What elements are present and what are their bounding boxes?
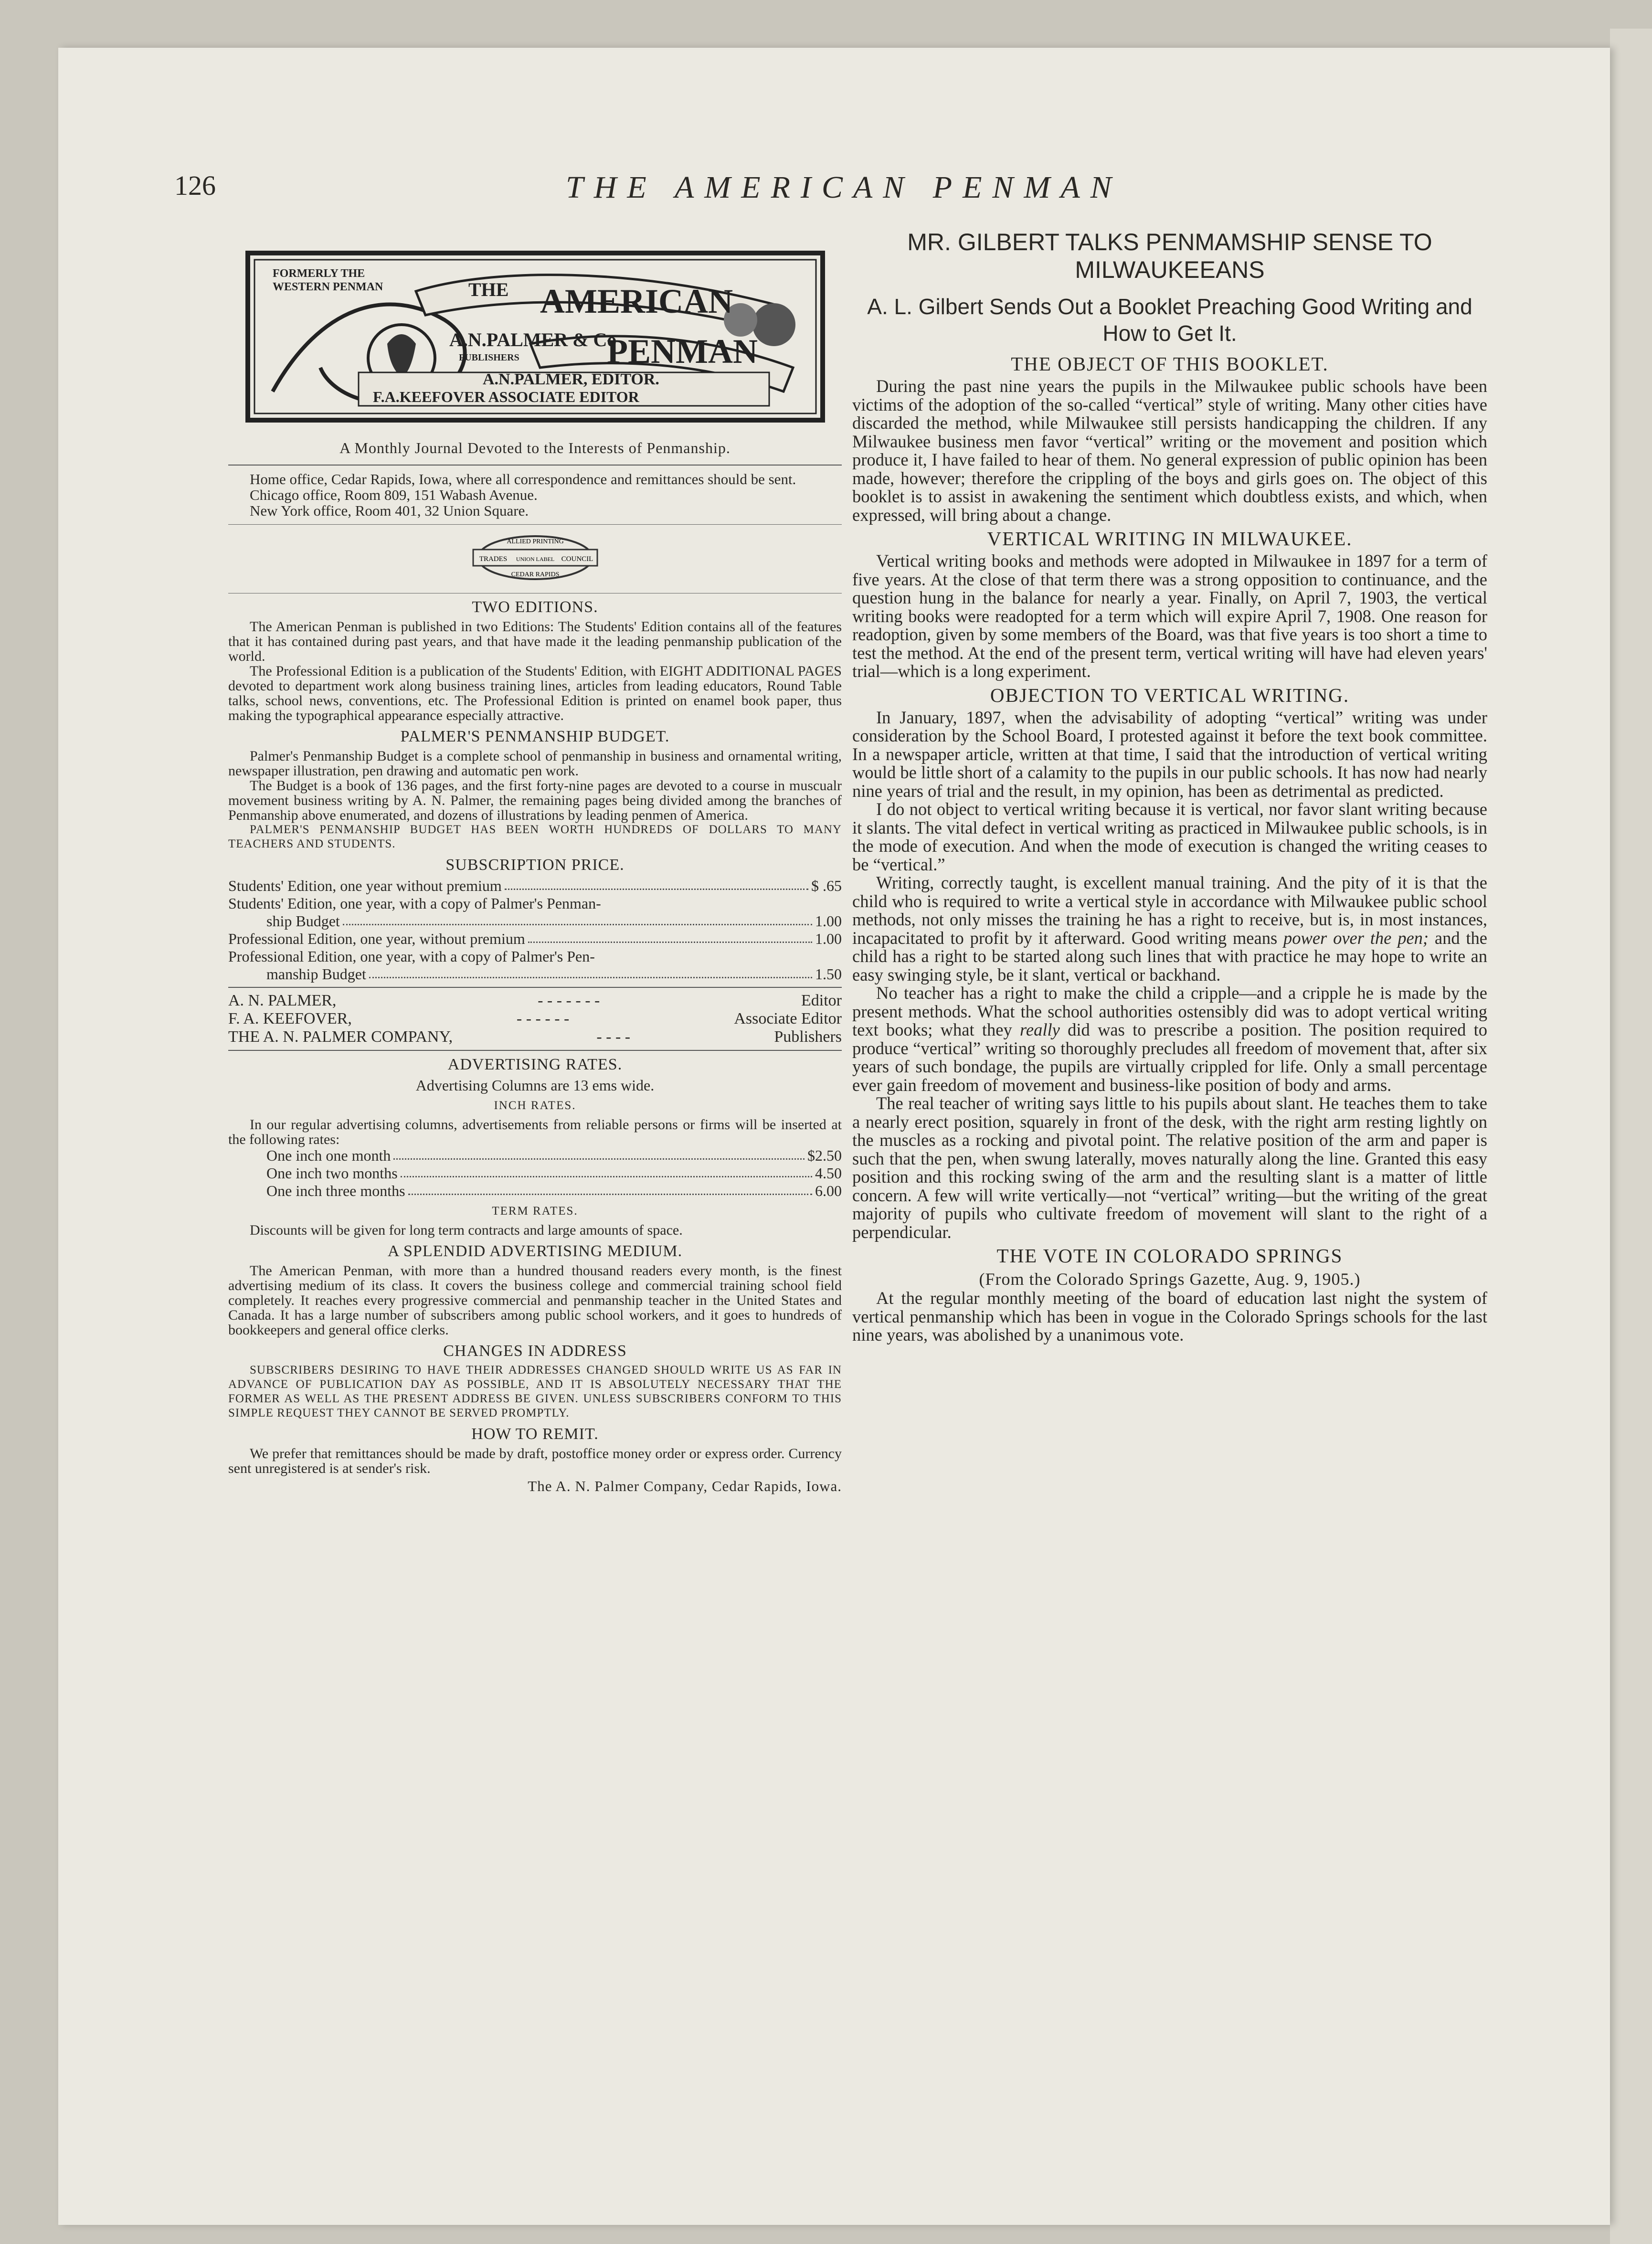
masthead-tagline: A Monthly Journal Devoted to the Interests of Penmanship.	[339, 439, 731, 456]
office-addresses	[228, 471, 842, 519]
masthead-logo	[244, 248, 826, 425]
price-row: Professional Edition, one year, with a copy of Palmer's Pen-	[228, 948, 595, 965]
budget-paragraph: PALMER'S PENMANSHIP BUDGET HAS BEEN WORTH HUNDREDS OF DOLLARS TO MANY TEACHERS AND STUDENTS.	[228, 823, 842, 850]
term-rates: TERM RATES.	[492, 1205, 578, 1217]
remit-paragraph: We prefer that remittances should be made by draft, postoffice money order or express order. Currency sent unregistered is at sender's risk.	[228, 1446, 842, 1476]
union-label-icon	[464, 531, 607, 584]
right-column	[852, 228, 1487, 1344]
left-column	[228, 248, 842, 1495]
divider	[228, 465, 842, 466]
two-editions-title: TWO EDITIONS.	[472, 598, 598, 616]
subscription-title: SUBSCRIPTION PRICE.	[445, 856, 625, 874]
office-home: Home office, Cedar Rapids, Iowa, where all correspondence and remittances should be sent.	[250, 471, 796, 487]
article-paragraph: Writing, correctly taught, is excellent manual training. And the pity of it is that the child who is required to write a vertical style in accordance with Milwaukee public school methods, not only misses the training he has a right to receive, but is, in most instances, incapacitated to profit by it afterward. Good writing means power over the pen; and the child has a right to be started along such lines that with practice he may hope to write an easy swinging style, be it slant, vertical or backhand.	[852, 873, 1487, 984]
rate-row: One inch three months 6.00	[266, 1182, 842, 1199]
source-credit: (From the Colorado Springs Gazette, Aug. 9, 1905.)	[979, 1270, 1361, 1289]
masthead-associate: F.A.KEEFOVER ASSOCIATE EDITOR	[372, 388, 639, 405]
two-editions-paragraph: The American Penman is published in two Editions: The Students' Edition contains all of the features that it has contained during past years, and that have made it the leading penmanship publication of the world.	[228, 619, 842, 664]
divider	[228, 987, 842, 988]
discounts: Discounts will be given for long term contracts and large amounts of space.	[250, 1222, 683, 1238]
ad-intro: In our regular advertising columns, advertisements from reliable persons or firms will be inserted at the following rates:	[228, 1117, 842, 1147]
svg-text:TRADES: TRADES	[479, 555, 507, 563]
article-paragraph: In January, 1897, when the advisability of adopting “vertical” writing was under consideration by the School Board, I protested against it before the text book committee. In a newspaper article, written at that time, I said that the introduction of vertical writing would be little short of a calamity to the pupils in our public schools. It has now had nearly nine years of trial and the result, in my opinion, has been as detrimental as predicted.	[852, 707, 1487, 801]
divider	[228, 524, 842, 525]
inch-rates: INCH RATES.	[494, 1099, 576, 1112]
changes-paragraph: SUBSCRIBERS DESIRING TO HAVE THEIR ADDRESSES CHANGED SHOULD WRITE US AS FAR IN ADVANCE OF PUBLICATION DAY AS POSSIBLE, AND IT IS ABSOLUTELY NECESSARY THAT THE FORMER AS WELL AS THE PRESENT ADDRESS BE GIVEN. UNLESS SUBSCRIBERS CONFORM TO THIS SIMPLE REQUEST THEY CANNOT BE SERVED PROMPTLY.	[228, 1364, 842, 1419]
svg-text:UNION LABEL: UNION LABEL	[516, 556, 554, 562]
masthead-american: AMERICAN	[540, 282, 733, 320]
article-paragraph: No teacher has a right to make the child a cripple—and a cripple he is made by the present methods. What the school authorities ostensibly did was to adopt vertical writing text books; what they really did was to prescribe a position. The position required to produce “vertical” writing so thoroughly precludes all freedom of movement that, after six years of such bondage, the pupils are virtually crippled for life. Only a small percentage ever gain freedom of movement and business-like position of body and arms.	[852, 983, 1487, 1095]
staff-row: THE A. N. PALMER COMPANY, - - - - Publishers	[228, 1028, 842, 1046]
section-title: THE VOTE IN COLORADO SPRINGS	[996, 1245, 1343, 1267]
article-paragraph: I do not object to vertical writing because it is vertical, nor favor slant writing because it slants. The vital defect in vertical writing as practiced in Milwaukee public schools, is in the mode of execution. And when the mode of execution is changed the writing ceases to be “vertical.”	[852, 799, 1487, 874]
changes-title: CHANGES IN ADDRESS	[443, 1342, 627, 1360]
price-row: ship Budget 1.00	[266, 912, 842, 930]
budget-paragraph: The Budget is a book of 136 pages, and the first forty-nine pages are devoted to a course in muscualr movement business writing by A. N. Palmer, the remaining pages being divided among the branches of Penmanship above enumerated, and dozens of illustrations by leading penmen of America.	[228, 778, 842, 823]
svg-text:ALLIED PRINTING: ALLIED PRINTING	[506, 538, 564, 545]
masthead-illustration	[244, 248, 826, 425]
rate-row: One inch two months 4.50	[266, 1164, 842, 1182]
masthead-editor: A.N.PALMER, EDITOR.	[482, 370, 659, 388]
two-editions-paragraph: The Professional Edition is a publication of the Students' Edition, with EIGHT ADDITIONAL PAGES devoted to department work along business training lines, articles from leading educators, Round Table talks, school news, conventions, etc. The Professional Edition is printed on enamel book paper, thus making the typographical appearance especially attractive.	[228, 663, 842, 723]
office-newyork: New York office, Room 401, 32 Union Square.	[250, 502, 529, 519]
section-title: VERTICAL WRITING IN MILWAUKEE.	[987, 528, 1353, 550]
masthead-publisher: A.N.PALMER & Co	[449, 329, 616, 350]
divider	[228, 1050, 842, 1051]
staff-row: F. A. KEEFOVER, - - - - - - Associate Editor	[228, 1010, 842, 1027]
masthead-the: THE	[468, 279, 508, 300]
section-title: OBJECTION TO VERTICAL WRITING.	[990, 684, 1350, 706]
rate-row: One inch one month $2.50	[266, 1147, 842, 1164]
office-chicago: Chicago office, Room 809, 151 Wabash Avenue.	[250, 487, 538, 503]
masthead-penman: PENMAN	[606, 332, 758, 370]
article-paragraph: Vertical writing books and methods were adopted in Milwaukee in 1897 for a term of five years. At the close of that term there was a strong opposition to continuance, and the question hung in the balance for nearly a year. Finally, on April 7, 1903, the vertical writing books were readopted for a term which will expire April 7, 1908. One reason for readoption, given by some members of the Board, was that five years is too short a time to test the method. At the end of the present term, vertical writing will have had eleven years' trial—which is a long experiment.	[852, 551, 1487, 681]
masthead-publishers-label: PUBLISHERS	[458, 352, 519, 363]
budget-paragraph: Palmer's Penmanship Budget is a complete school of penmanship in business and ornamental writing, newspaper illustration, pen drawing and automatic pen work.	[228, 748, 842, 779]
price-row: Professional Edition, one year, without premium 1.00	[228, 930, 842, 947]
article-headline: MR. GILBERT TALKS PENMAMSHIP SENSE TO MILWAUKEEANS	[907, 229, 1432, 283]
price-row: Students' Edition, one year without premium $ .65	[228, 877, 842, 894]
remit-title: HOW TO REMIT.	[471, 1425, 599, 1443]
masthead-formerly: FORMERLY THE	[272, 267, 365, 280]
staff-row: A. N. PALMER, - - - - - - - Editor	[228, 992, 842, 1009]
article-subhead: A. L. Gilbert Sends Out a Booklet Preaching Good Writing and How to Get It.	[867, 294, 1472, 346]
ad-rates-title: ADVERTISING RATES.	[447, 1056, 623, 1073]
union-label-bug	[228, 531, 842, 586]
budget-title: PALMER'S PENMANSHIP BUDGET.	[400, 728, 670, 745]
splendid-title: A SPLENDID ADVERTISING MEDIUM.	[387, 1242, 683, 1260]
section-title: THE OBJECT OF THIS BOOKLET.	[1011, 353, 1329, 375]
splendid-paragraph: The American Penman, with more than a hundred thousand readers every month, is the finest advertising medium of its class. It covers the business college and commercial training school field completely. It reaches every progressive commercial and penmanship teacher in the United States and Canada. It has a large number of subscribers among public school workers, and it goes to hundreds of bookkeepers and general office clerks.	[228, 1263, 842, 1338]
svg-text:CEDAR RAPIDS: CEDAR RAPIDS	[511, 571, 559, 578]
page-number: 126	[174, 170, 216, 201]
price-row: manship Budget 1.50	[266, 965, 842, 983]
ad-columns: Advertising Columns are 13 ems wide.	[415, 1077, 655, 1094]
article-paragraph: The real teacher of writing says little to his pupils about slant. He teaches them to take a nearly erect position, squarely in front of the desk, with the right arm resting lightly on the muscles as a rocking and pivotal point. The relative position of the arm and paper is such that the pen, when swung laterally, moves naturally along the line. Granted this easy position and this rocking swing of the arm and the resulting slant is a matter of little concern. A few will write vertically—not “vertical” writing—but the writing of the great majority of pupils who cultivate freedom of movement will slant to the right of a perpendicular.	[852, 1093, 1487, 1242]
price-row: Students' Edition, one year, with a copy of Palmer's Penman-	[228, 895, 601, 912]
next-page-edge	[1610, 29, 1652, 2244]
running-title: THE AMERICAN PENMAN	[566, 170, 1122, 205]
article-paragraph: At the regular monthly meeting of the board of education last night the system of vertical penmanship which has been in vogue in the Colorado Springs schools for the last nine years, was abolished by a unanimous vote.	[852, 1288, 1487, 1344]
article-paragraph: During the past nine years the pupils in the Milwaukee public schools have been victims of the adoption of the so-called “vertical” style of writing. Many other cities have discarded the method, while Milwaukee still persists handicapping the children. If any Milwaukee business men favor “vertical” writing or the movement and position which produce it, I have failed to hear of them. No general expression of public opinion has been made, however; therefore the crippling of the boys and girls goes on. The object of this booklet is to assist in awakening the sentiment which doubtless exists, and which, when expressed, will bring about a change.	[852, 376, 1487, 525]
svg-text:COUNCIL: COUNCIL	[561, 555, 593, 563]
signature: The A. N. Palmer Company, Cedar Rapids, Iowa.	[528, 1478, 842, 1494]
svg-text:WESTERN PENMAN: WESTERN PENMAN	[272, 281, 383, 293]
